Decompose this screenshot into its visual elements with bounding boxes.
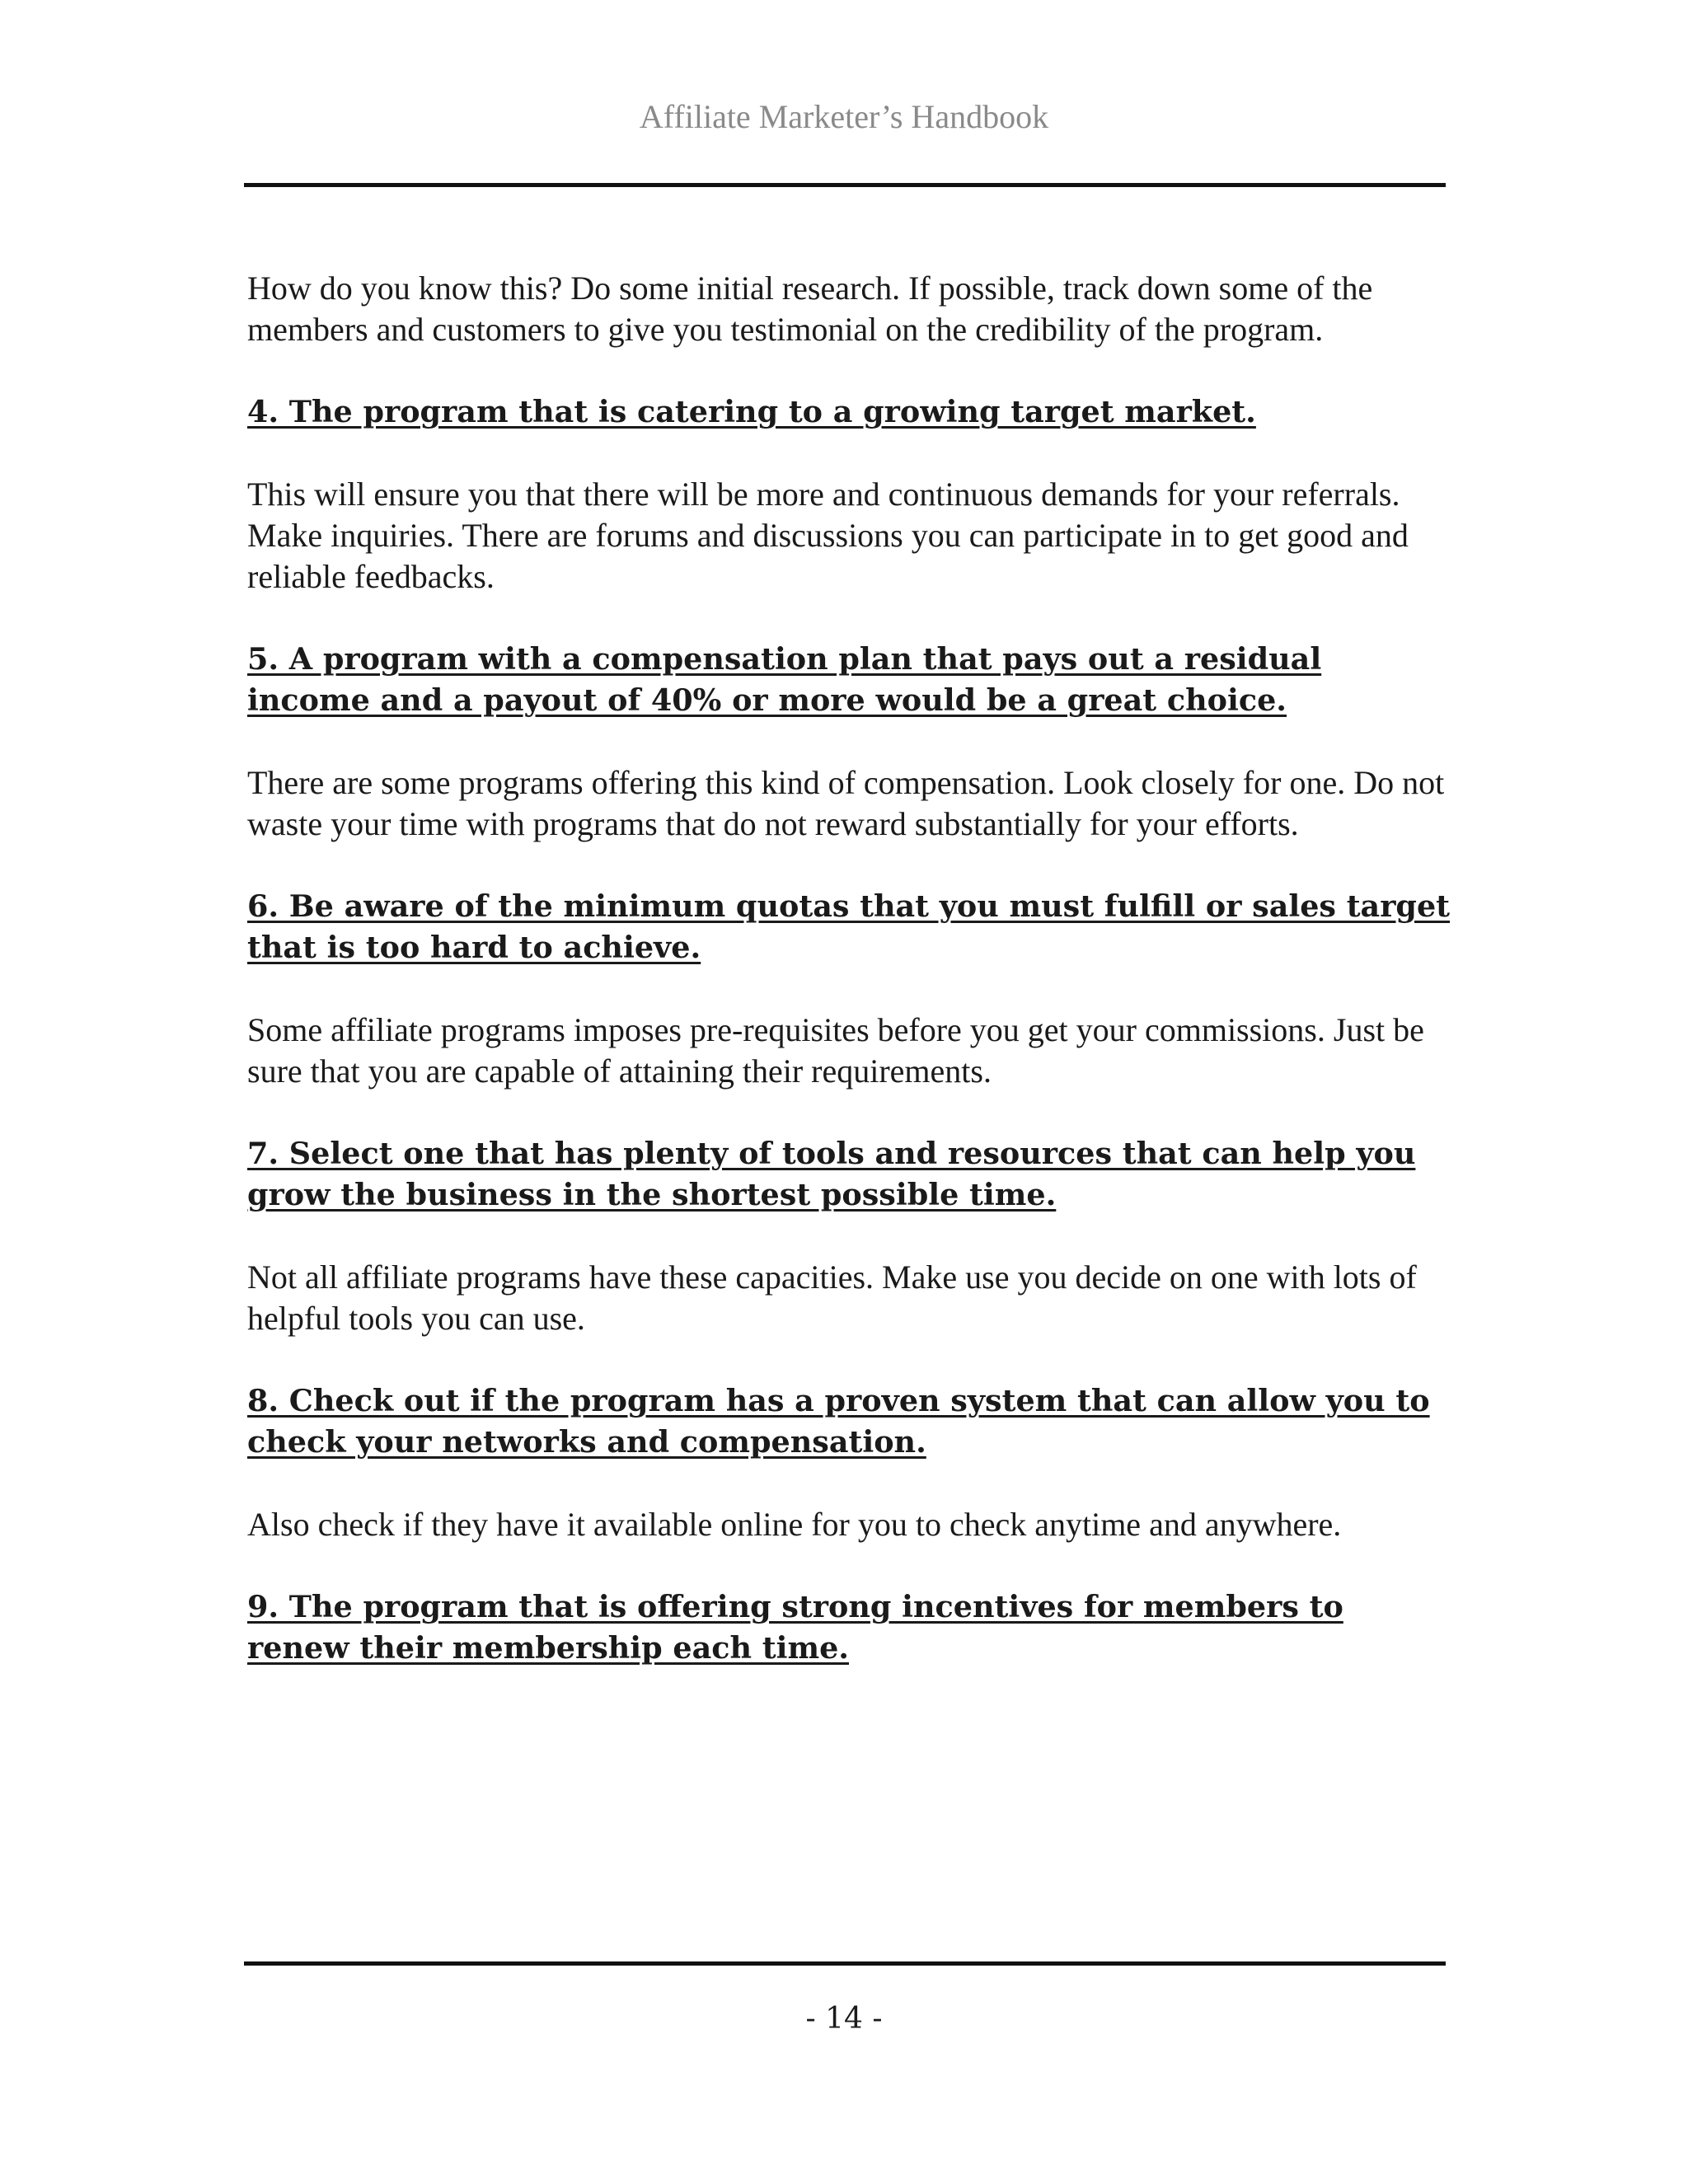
section-body-4: This will ensure you that there will be more and continuous demands for your referrals. Make inquiries. There are forums and discussions you can participate in to get good and reliable feedbacks. [247, 476, 1409, 595]
section-body-7: Not all affiliate programs have these capacities. Make use you decide on one with lots of helpful tools you can use. [247, 1258, 1417, 1337]
page-body [247, 268, 1451, 1710]
section-body-8: Also check if they have it available online for you to check anytime and anywhere. [247, 1506, 1342, 1543]
section-heading-4: 4. The program that is catering to a growing target market. [247, 394, 1256, 429]
section-heading-8: 8. Check out if the program has a proven system that can allow you to check your networks and compensation. [247, 1383, 1430, 1460]
section-heading-9: 9. The program that is offering strong incentives for members to renew their membership each time. [247, 1589, 1343, 1666]
intro-paragraph: How do you know this? Do some initial research. If possible, track down some of the members and customers to give you testimonial on the credibility of the program. [247, 269, 1373, 348]
section-heading-5: 5. A program with a compensation plan that pays out a residual income and a payout of 40% or more would be a great choice. [247, 641, 1322, 718]
running-header-title: Affiliate Marketer’s Handbook [639, 98, 1049, 135]
footer-divider [244, 1961, 1446, 1966]
header-divider [244, 183, 1446, 187]
section-heading-7: 7. Select one that has plenty of tools and resources that can help you grow the business in the shortest possible time. [247, 1136, 1416, 1212]
section-body-5: There are some programs offering this kind of compensation. Look closely for one. Do not waste your time with programs that do not reward substantially for your efforts. [247, 764, 1445, 842]
section-body-6: Some affiliate programs imposes pre-requisites before you get your commissions. Just be sure that you are capable of attaining their requirements. [247, 1011, 1424, 1090]
section-heading-6: 6. Be aware of the minimum quotas that you must fulfill or sales target that is too hard to achieve. [247, 888, 1451, 965]
page-number: - 14 - [805, 2002, 883, 2036]
